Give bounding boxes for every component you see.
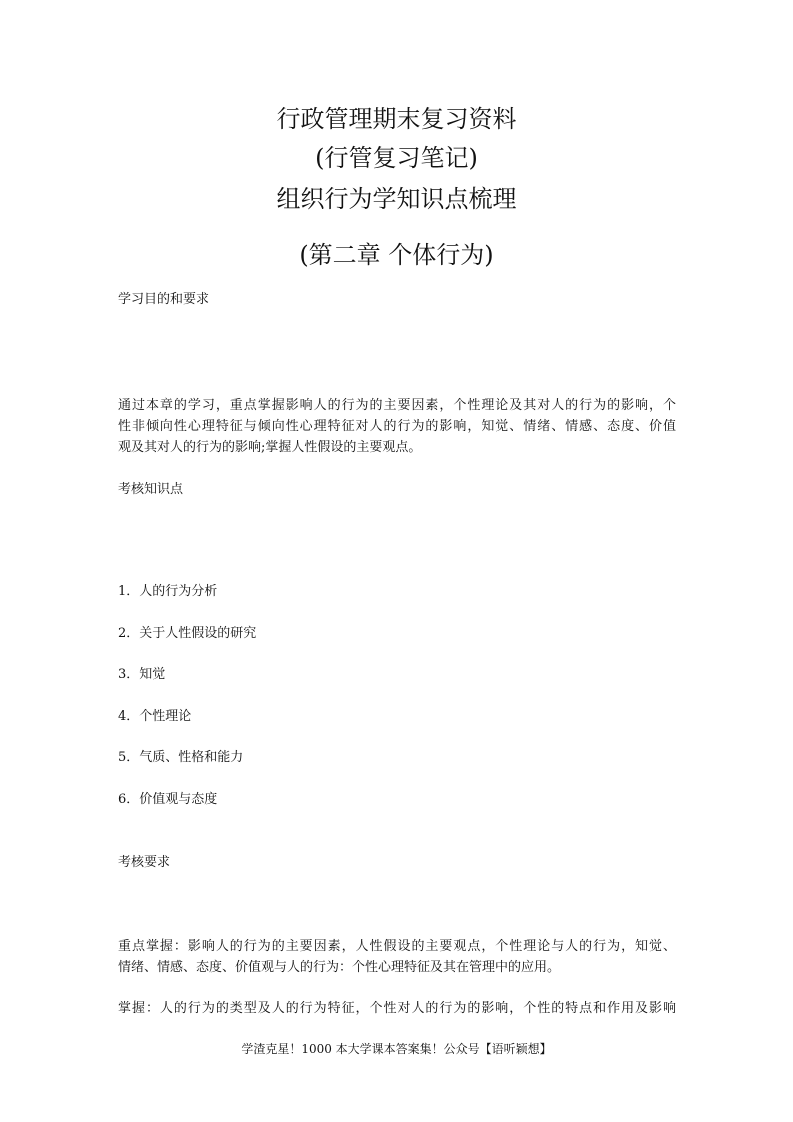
requirements-line: 掌握：人的行为的类型及人的行为特征，个性对人的行为的影响，个性的特点和作用及影响	[118, 1001, 676, 1016]
objectives-line: 性非倾向性心理特征与倾向性心理特征对人的行为的影响，知觉、情绪、情感、态度、价值	[118, 419, 676, 434]
page-footer: 学渣克星！1000 本大学课本答案集！公众号【语听颖想】	[241, 1042, 552, 1056]
objectives-line: 通过本章的学习，重点掌握影响人的行为的主要因素，个性理论及其对人的行为的影响，个	[118, 398, 676, 413]
title-line-2: (行管复习笔记)	[315, 144, 478, 172]
points-item: 5．气质、性格和能力	[118, 750, 244, 765]
title-line-1: 行政管理期末复习资料	[276, 105, 517, 133]
points-item: 2．关于人性假设的研究	[118, 626, 257, 641]
objectives-heading: 学习目的和要求	[118, 292, 210, 307]
points-item: 4．个性理论	[118, 709, 192, 724]
points-item: 1．人的行为分析	[118, 584, 218, 599]
requirements-line: 重点掌握：影响人的行为的主要因素，人性假设的主要观点，个性理论与人的行为，知觉、	[118, 939, 676, 954]
requirements-heading: 考核要求	[118, 855, 171, 870]
title-line-4: (第二章 个体行为)	[299, 241, 494, 269]
points-heading: 考核知识点	[118, 482, 184, 497]
objectives-line: 观及其对人的行为的影响;掌握人性假设的主要观点。	[118, 440, 422, 455]
points-item: 6．价值观与态度	[118, 792, 218, 807]
requirements-line: 情绪、情感、态度、价值观与人的行为：个性心理特征及其在管理中的应用。	[118, 960, 561, 975]
points-item: 3．知觉	[118, 667, 166, 682]
title-line-3: 组织行为学知识点梳理	[276, 185, 517, 213]
